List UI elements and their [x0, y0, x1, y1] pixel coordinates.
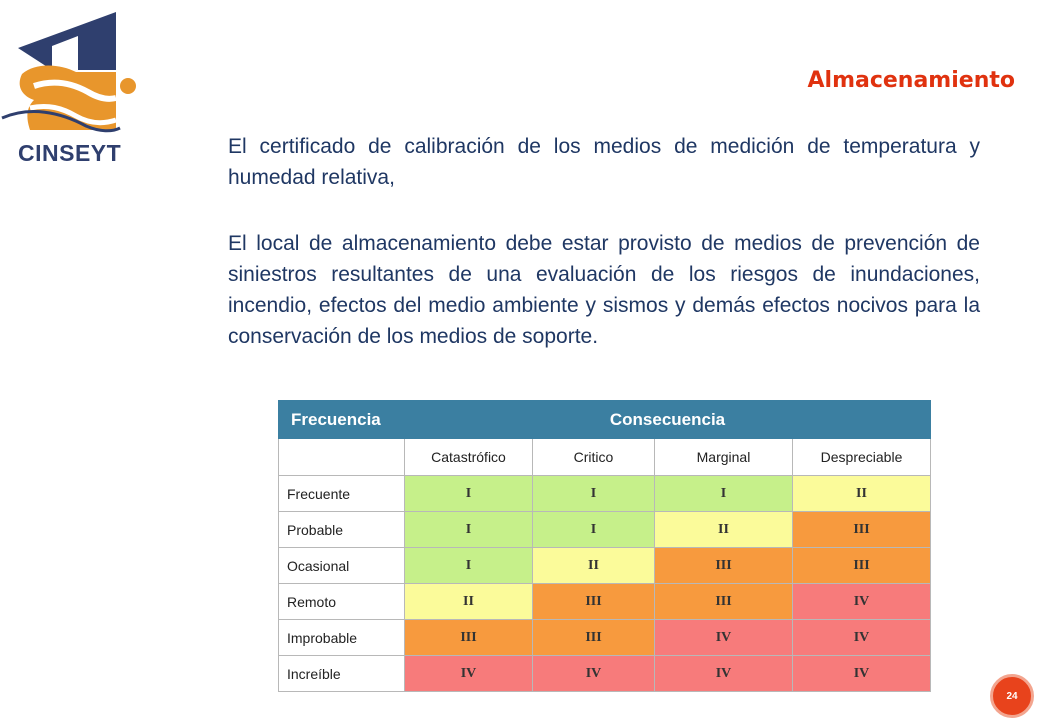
risk-matrix-table	[278, 400, 931, 692]
risk-level-cell: III	[793, 548, 931, 584]
row-label: Improbable	[279, 620, 405, 656]
row-label: Frecuente	[279, 476, 405, 512]
cinseyt-logo	[0, 8, 155, 168]
table-row	[279, 512, 931, 548]
risk-level-cell: I	[405, 476, 533, 512]
empty-corner-cell	[279, 439, 405, 476]
risk-level-cell: III	[405, 620, 533, 656]
paragraph-prevention: El local de almacenamiento debe estar provisto de medios de prevención de siniestros resultantes de una evaluación de los riesgos de inundaciones, incendio, efectos del medio ambiente y sismos y demás efectos nocivos para la conservación de los medios de soporte.	[228, 232, 980, 348]
risk-level-cell: IV	[533, 656, 655, 692]
risk-level-cell: III	[533, 584, 655, 620]
risk-level-cell: II	[793, 476, 931, 512]
risk-level-cell: III	[533, 620, 655, 656]
risk-level-cell: IV	[655, 656, 793, 692]
risk-level-cell: III	[655, 548, 793, 584]
frequency-header: Frecuencia	[279, 401, 405, 439]
table-row	[279, 476, 931, 512]
cinseyt-logo-mark	[0, 8, 155, 143]
risk-level-cell: II	[405, 584, 533, 620]
slide-title: Almacenamiento	[807, 68, 1015, 93]
row-label: Remoto	[279, 584, 405, 620]
risk-level-cell: IV	[655, 620, 793, 656]
risk-level-cell: III	[793, 512, 931, 548]
risk-level-cell: IV	[793, 584, 931, 620]
risk-level-cell: IV	[405, 656, 533, 692]
row-label: Increíble	[279, 656, 405, 692]
risk-level-cell: II	[533, 548, 655, 584]
paragraph-calibration: El certificado de calibración de los medios de medición de temperatura y humedad relativa,	[228, 135, 980, 189]
logo-text: CINSEYT	[18, 140, 122, 166]
risk-level-cell: I	[533, 512, 655, 548]
risk-level-cell: I	[405, 548, 533, 584]
consequence-header: Consecuencia	[405, 401, 931, 439]
risk-level-cell: I	[405, 512, 533, 548]
table-header-row	[279, 401, 931, 439]
row-label: Ocasional	[279, 548, 405, 584]
column-header: Marginal	[655, 439, 793, 476]
table-subheader-row	[279, 439, 931, 476]
risk-level-cell: II	[655, 512, 793, 548]
column-header: Catastrófico	[405, 439, 533, 476]
table-row	[279, 584, 931, 620]
risk-level-cell: III	[655, 584, 793, 620]
column-header: Critico	[533, 439, 655, 476]
page-number-badge: 24	[990, 674, 1034, 718]
column-header: Despreciable	[793, 439, 931, 476]
table-row	[279, 620, 931, 656]
table-row	[279, 548, 931, 584]
risk-level-cell: IV	[793, 656, 931, 692]
risk-level-cell: I	[533, 476, 655, 512]
risk-level-cell: IV	[793, 620, 931, 656]
row-label: Probable	[279, 512, 405, 548]
table-row	[279, 656, 931, 692]
risk-level-cell: I	[655, 476, 793, 512]
